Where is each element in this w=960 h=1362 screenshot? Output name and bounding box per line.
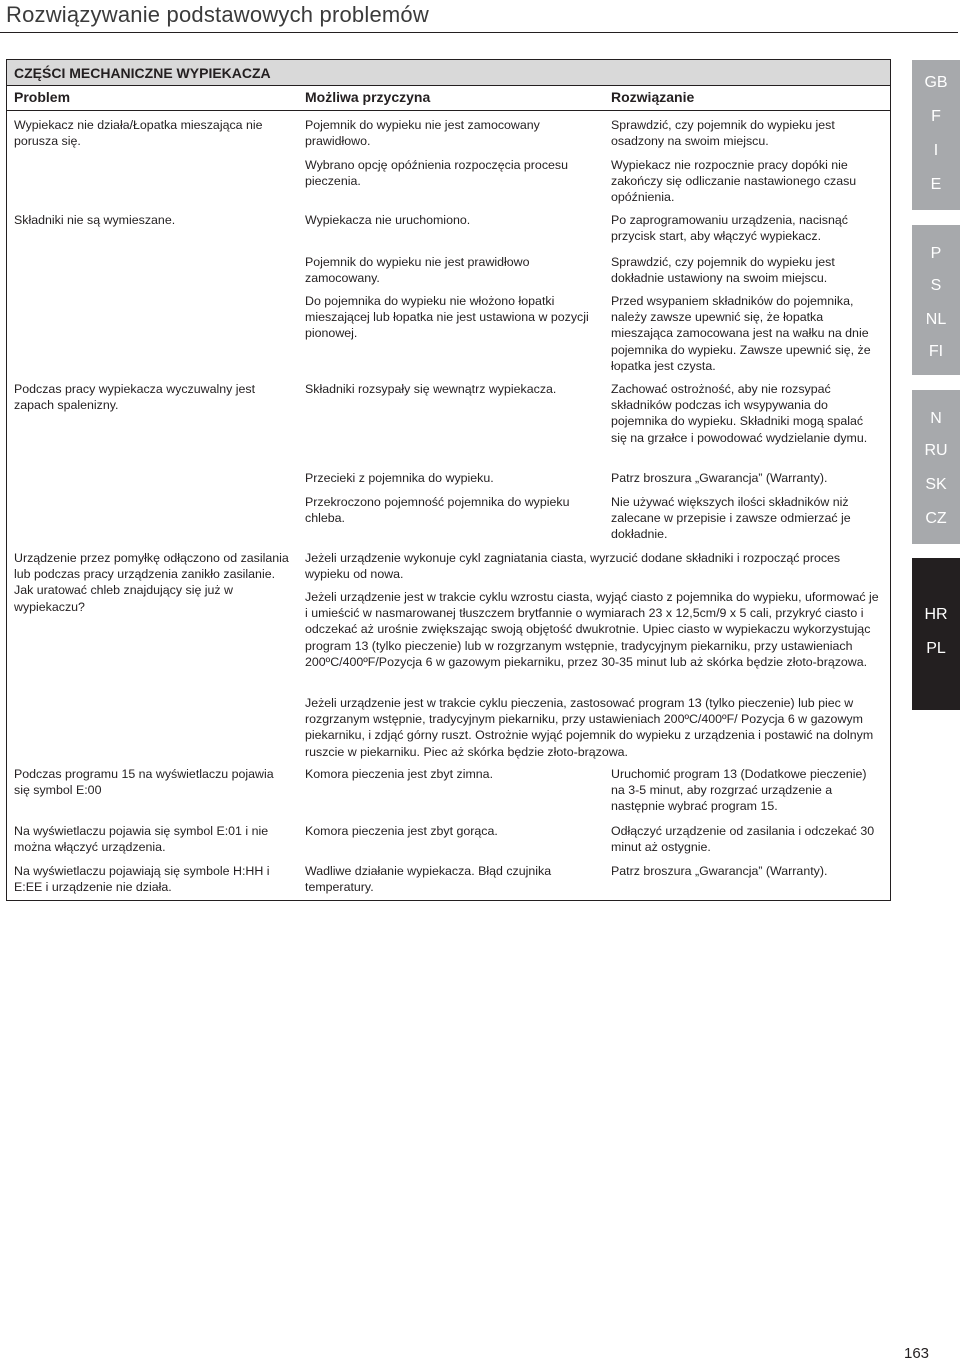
table-row-solution: Przed wsypaniem składników do pojemnika, należy zawsze upewnić się, że łopatka mieszająca zamocowana jest na wałku na dnie pojemnika do wypieku. Zawsze upewnić się, że łopatka jest czysta.	[611, 294, 871, 373]
table-row-cause: Wypiekacza nie uruchomiono.	[305, 213, 471, 227]
table-row-solution: Jeżeli urządzenie jest w trakcie cyklu pieczenia, zastosować program 13 (tylko pieczenie) lub piec w rozgrzanym wstępnie, tradycyjnym piekarniku, przy ustawieniach 200ºC/400ºF/ Pozycja 6 w gazowym piekarniku, i zdjąć górny ruszt. Ostrożnie wyjąć pojemnik do wypieku z urządzenia i postawić na dolnym ruszcie w piekarniku. Piec aż skórka będzie złoto-brązowa.	[305, 696, 874, 759]
table-row-problem: Składniki nie są wymieszane.	[14, 213, 176, 227]
table-row-cause: Przecieki z pojemnika do wypieku.	[305, 471, 494, 485]
table-row-problem: Na wyświetlaczu pojawia się symbol E:01 i nie można włączyć urządzenia.	[14, 824, 269, 855]
language-tab-hr: HR	[924, 606, 948, 623]
table-row-solution: Nie używać większych ilości składników niż zalecane w przepisie i zawsze odmierzać je dokładnie.	[611, 495, 851, 542]
language-tab-e: E	[930, 176, 942, 193]
language-tab-p: P	[930, 245, 942, 262]
title-divider	[0, 32, 958, 33]
section-header: CZĘŚCI MECHANICZNE WYPIEKACZA	[7, 60, 890, 86]
language-tab-s: S	[930, 277, 942, 294]
language-tab-fi: FI	[928, 343, 944, 360]
table-row-solution: Jeżeli urządzenie jest w trakcie cyklu wzrostu ciasta, wyjąć ciasto z pojemnika do wypieku, uformować je i umieścić w nasmarowanej tłuszczem brytfannie o wymiarach 23 x 12,5cm/9 x 5 cali, przykryć ciasto i odczekać aż urośnie zwiększając swoją objętość dwukrotnie. Upiec ciasto w wypiekaczu wykorzystując program 13 (tylko pieczenie) lub w rozgrzanym wstępnie, tradycyjnym piekarniku, przy ustawieniach 200ºC/400ºF/Pozycja 6 w gazowym piekarniku, przez 30-35 minut lub aż skórka będzie złoto-brązowa.	[305, 590, 879, 669]
table-row-solution: Uruchomić program 13 (Dodatkowe pieczenie) na 3-5 minut, aby rozgrzać urządzenie a następnie wybrać program 15.	[611, 767, 867, 814]
page-number: 163	[904, 1345, 930, 1362]
table-row-problem: Podczas programu 15 na wyświetlaczu pojawia się symbol E:00	[14, 767, 274, 798]
language-tab-group	[912, 60, 960, 210]
table-row-solution: Jeżeli urządzenie wykonuje cykl zagniatania ciasta, wyrzucić dodane składniki i rozpocząć proces wypieku od nowa.	[305, 551, 841, 582]
language-tab-sk: SK	[925, 476, 947, 493]
language-tab-group	[912, 390, 960, 544]
table-row-cause: Pojemnik do wypieku nie jest zamocowany prawidłowo.	[305, 118, 540, 149]
table-row-solution: Patrz broszura „Gwarancja” (Warranty).	[611, 864, 828, 878]
table-row-solution: Zachować ostrożność, aby nie rozsypać składników podczas ich wsypywania do pojemnika do wypieku. Składniki mogą spalać się na grzałce i powodować wydzielanie dymu.	[611, 382, 868, 445]
table-row-solution: Sprawdzić, czy pojemnik do wypieku jest dokładnie ustawiony na swoim miejscu.	[611, 255, 835, 286]
column-header-cause: Możliwa przyczyna	[305, 89, 431, 105]
table-row-cause: Pojemnik do wypieku nie jest prawidłowo zamocowany.	[305, 255, 530, 286]
table-row-problem: Wypiekacz nie działa/Łopatka mieszająca nie porusza się.	[14, 118, 263, 149]
language-tab-nl: NL	[925, 311, 947, 328]
page-title: Rozwiązywanie podstawowych problemów	[6, 2, 429, 27]
table-row-cause: Przekroczono pojemność pojemnika do wypieku chleba.	[305, 495, 570, 526]
language-tab-n: N	[930, 410, 942, 427]
table-row-solution: Wypiekacz nie rozpocznie pracy dopóki nie zakończy się odliczanie nastawionego czasu opóźnienia.	[611, 158, 857, 205]
language-tab-group	[912, 225, 960, 375]
header-divider	[7, 110, 890, 111]
table-row-cause: Wadliwe działanie wypiekacza. Błąd czujnika temperatury.	[305, 864, 552, 895]
table-row-cause: Wybrano opcję opóźnienia rozpoczęcia procesu pieczenia.	[305, 158, 568, 189]
language-tab-i: I	[933, 142, 939, 159]
column-header-problem: Problem	[14, 89, 71, 105]
language-tab-cz: CZ	[925, 510, 947, 527]
language-tab-pl: PL	[926, 640, 946, 657]
table-row-cause: Komora pieczenia jest zbyt zimna.	[305, 767, 494, 781]
table-row-problem: Urządzenie przez pomyłkę odłączono od zasilania lub podczas pracy urządzenia zanikło zasilanie. Jak uratować chleb znajdujący się już w wypiekaczu?	[14, 551, 289, 614]
table-row-solution: Patrz broszura „Gwarancja” (Warranty).	[611, 471, 828, 485]
table-row-cause: Do pojemnika do wypieku nie włożono łopatki mieszającej lub łopatka nie jest ustawiona w pozycji pionowej.	[305, 294, 589, 341]
table-row-problem: Na wyświetlaczu pojawiają się symbole H:HH i E:EE i urządzenie nie działa.	[14, 864, 270, 895]
table-row-problem: Podczas pracy wypiekacza wyczuwalny jest zapach spalenizny.	[14, 382, 256, 413]
language-tab-ru: RU	[924, 442, 948, 459]
table-row-solution: Sprawdzić, czy pojemnik do wypieku jest osadzony na swoim miejscu.	[611, 118, 835, 149]
language-tab-group-active	[912, 558, 960, 710]
table-row-cause: Komora pieczenia jest zbyt gorąca.	[305, 824, 498, 838]
language-tab-gb: GB	[924, 74, 948, 91]
troubleshooting-table	[6, 59, 891, 901]
table-row-solution: Odłączyć urządzenie od zasilania i odczekać 30 minut aż ostygnie.	[611, 824, 875, 855]
language-tab-f: F	[931, 108, 941, 125]
table-row-solution: Po zaprogramowaniu urządzenia, nacisnąć przycisk start, aby włączyć wypiekacz.	[611, 213, 848, 244]
table-row-cause: Składniki rozsypały się wewnątrz wypiekacza.	[305, 382, 557, 396]
column-header-solution: Rozwiązanie	[611, 89, 695, 105]
